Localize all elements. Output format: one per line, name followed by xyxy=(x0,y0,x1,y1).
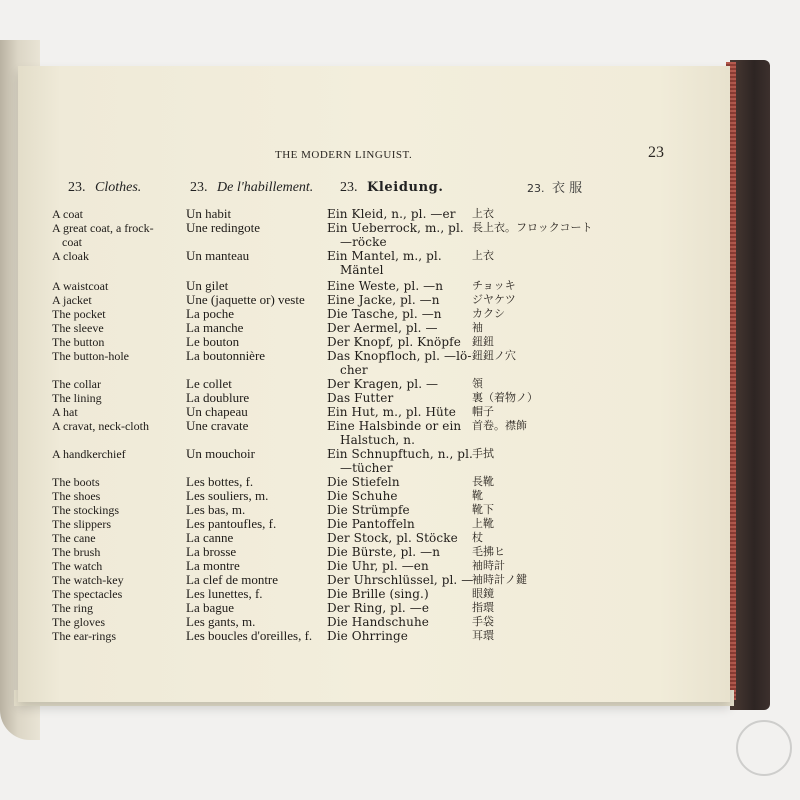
table-row xyxy=(0,221,700,235)
french-cell: La montre xyxy=(186,558,240,573)
german-cell: —tücher xyxy=(340,461,393,475)
english-cell: The shoes xyxy=(52,489,101,503)
table-row xyxy=(0,573,700,587)
french-cell: La poche xyxy=(186,306,235,321)
english-cell: The collar xyxy=(52,377,101,391)
french-cell: La doublure xyxy=(186,390,250,405)
table-row xyxy=(0,335,700,349)
french-cell: Un manteau xyxy=(186,248,250,263)
table-row xyxy=(0,349,700,363)
english-cell: A waistcoat xyxy=(52,279,109,293)
table-row xyxy=(0,307,700,321)
french-cell: Un gilet xyxy=(186,278,229,293)
table-row xyxy=(0,207,700,221)
seal-graphic xyxy=(734,708,794,788)
japanese-cell: 長靴 xyxy=(472,475,494,488)
french-cell: Une redingote xyxy=(186,220,261,235)
table-row xyxy=(0,321,700,335)
english-cell: A great coat, a frock- xyxy=(52,221,154,235)
table-row xyxy=(0,279,700,293)
german-cell: Die Bürste, pl. —n xyxy=(327,545,441,559)
french-cell: Les boucles d'oreilles, f. xyxy=(186,628,313,643)
english-cell: A hat xyxy=(52,405,78,419)
english-cell: A cravat, neck-cloth xyxy=(52,419,149,433)
table-row xyxy=(0,419,700,433)
page-number: 23 xyxy=(648,144,664,161)
table-row xyxy=(0,559,700,573)
japanese-cell: 鈕鈕 xyxy=(472,335,494,348)
japanese-cell: 上衣 xyxy=(472,249,494,262)
table-row xyxy=(0,263,700,277)
german-cell: Die Tasche, pl. —n xyxy=(327,307,442,321)
english-cell: The button xyxy=(52,335,105,349)
header-english xyxy=(68,180,141,196)
german-cell: Eine Jacke, pl. —n xyxy=(327,293,440,307)
table-row xyxy=(0,447,700,461)
table-row xyxy=(0,601,700,615)
german-cell: —röcke xyxy=(340,235,387,249)
japanese-cell: 耳環 xyxy=(472,629,494,642)
japanese-cell: 手拭 xyxy=(472,447,494,460)
header-french-label: De l'habillement. xyxy=(217,180,314,195)
french-cell: Les pantoufles, f. xyxy=(186,516,277,531)
table-row xyxy=(0,405,700,419)
english-cell: The ring xyxy=(52,601,93,615)
japanese-cell: 鈕鈕ノ穴 xyxy=(472,349,516,362)
table-row xyxy=(0,249,700,263)
german-cell: Die Handschuhe xyxy=(327,615,429,629)
english-cell: The lining xyxy=(52,391,102,405)
japanese-cell: 帽子 xyxy=(472,405,494,418)
table-row xyxy=(0,391,700,405)
german-cell: Das Futter xyxy=(327,391,394,405)
japanese-cell: 靴下 xyxy=(472,503,494,516)
japanese-cell: 裏（着物ノ） xyxy=(472,391,538,404)
german-cell: Ein Schnupftuch, n., pl. xyxy=(327,447,473,461)
table-row xyxy=(0,517,700,531)
english-cell: A cloak xyxy=(52,249,89,263)
german-cell: Der Stock, pl. Stöcke xyxy=(327,531,458,545)
english-cell: coat xyxy=(62,235,82,249)
header-japanese-num: 23. xyxy=(527,182,545,195)
japanese-cell: 長上衣。フロックコート xyxy=(472,221,593,234)
header-german-label: Kleidung. xyxy=(367,180,444,195)
japanese-cell: 上衣 xyxy=(472,207,494,220)
french-cell: Une (jaquette or) veste xyxy=(186,292,305,307)
french-cell: La manche xyxy=(186,320,244,335)
japanese-cell: 手袋 xyxy=(472,615,494,628)
german-cell: Die Strümpfe xyxy=(327,503,410,517)
german-cell: Ein Ueberrock, m., pl. xyxy=(327,221,464,235)
table-row xyxy=(0,629,700,643)
german-cell: Der Kragen, pl. — xyxy=(327,377,439,391)
french-cell: Un chapeau xyxy=(186,404,248,419)
japanese-cell: チョッキ xyxy=(472,279,516,292)
japanese-cell: カクシ xyxy=(472,307,505,320)
japanese-cell: 袖時計ノ鍵 xyxy=(472,573,527,586)
header-japanese xyxy=(527,177,582,196)
japanese-cell: 袖 xyxy=(472,321,483,334)
english-cell: The ear-rings xyxy=(52,629,117,643)
english-cell: The watch-key xyxy=(52,573,124,587)
german-cell: Halstuch, n. xyxy=(340,433,415,447)
french-cell: Une cravate xyxy=(186,418,249,433)
german-cell: Die Uhr, pl. —en xyxy=(327,559,429,573)
english-cell: The gloves xyxy=(52,615,105,629)
french-cell: La clef de montre xyxy=(186,572,279,587)
german-cell: Der Uhrschlüssel, pl. — xyxy=(327,573,474,587)
french-cell: Les bottes, f. xyxy=(186,474,254,489)
japanese-cell: 毛拂ヒ xyxy=(472,545,505,558)
table-row xyxy=(0,587,700,601)
table-row xyxy=(0,475,700,489)
watermark-seal xyxy=(734,708,794,788)
french-cell: Les souliers, m. xyxy=(186,488,269,503)
english-cell: The stockings xyxy=(52,503,119,517)
japanese-cell: 袖時計 xyxy=(472,559,505,572)
running-head: THE MODERN LINGUIST. xyxy=(275,149,413,161)
english-cell: The button-hole xyxy=(52,349,129,363)
table-row xyxy=(0,503,700,517)
german-cell: Das Knopfloch, pl. —lö- xyxy=(327,349,472,363)
french-cell: Les gants, m. xyxy=(186,614,256,629)
table-row xyxy=(0,293,700,307)
german-cell: Ein Mantel, m., pl. xyxy=(327,249,442,263)
german-cell: Eine Halsbinde or ein xyxy=(327,419,462,433)
header-english-label: Clothes. xyxy=(95,180,142,195)
french-cell: La brosse xyxy=(186,544,237,559)
german-cell: Der Aermel, pl. — xyxy=(327,321,438,335)
table-row xyxy=(0,545,700,559)
japanese-cell: 指環 xyxy=(472,601,494,614)
english-cell: The spectacles xyxy=(52,587,123,601)
table-row xyxy=(0,235,700,249)
japanese-cell: 上靴 xyxy=(472,517,494,530)
english-cell: The boots xyxy=(52,475,100,489)
german-cell: Die Ohrringe xyxy=(327,629,408,643)
english-cell: The brush xyxy=(52,545,101,559)
german-cell: Die Stiefeln xyxy=(327,475,400,489)
french-cell: Un habit xyxy=(186,206,232,221)
german-cell: Die Schuhe xyxy=(327,489,398,503)
german-cell: Der Ring, pl. —e xyxy=(327,601,430,615)
header-french-num: 23. xyxy=(190,180,208,195)
english-cell: A jacket xyxy=(52,293,92,307)
english-cell: A coat xyxy=(52,207,83,221)
table-row xyxy=(0,489,700,503)
table-row xyxy=(0,377,700,391)
english-cell: The watch xyxy=(52,559,103,573)
header-french xyxy=(190,180,313,196)
english-cell: The sleeve xyxy=(52,321,104,335)
french-cell: Les lunettes, f. xyxy=(186,586,263,601)
french-cell: La boutonnière xyxy=(186,348,266,363)
table-row xyxy=(0,615,700,629)
japanese-cell: 杖 xyxy=(472,531,483,544)
header-german-num: 23. xyxy=(340,180,358,195)
german-cell: Eine Weste, pl. —n xyxy=(327,279,444,293)
english-cell: The pocket xyxy=(52,307,106,321)
french-cell: Le bouton xyxy=(186,334,240,349)
german-cell: Die Brille (sing.) xyxy=(327,587,429,601)
french-cell: Le collet xyxy=(186,376,232,391)
german-cell: Mäntel xyxy=(340,263,384,277)
english-cell: The slippers xyxy=(52,517,111,531)
german-cell: Ein Hut, m., pl. Hüte xyxy=(327,405,456,419)
header-german xyxy=(340,180,443,196)
header-japanese-label: 衣 服 xyxy=(552,181,583,196)
table-row xyxy=(0,363,700,377)
header-english-num: 23. xyxy=(68,180,86,195)
table-row xyxy=(0,461,700,475)
english-cell: The cane xyxy=(52,531,96,545)
english-cell: A handkerchief xyxy=(52,447,126,461)
german-cell: cher xyxy=(340,363,368,377)
french-cell: Un mouchoir xyxy=(186,446,255,461)
japanese-cell: ジヤケツ xyxy=(472,293,516,306)
table-row xyxy=(0,433,700,447)
french-cell: La canne xyxy=(186,530,234,545)
german-cell: Die Pantoffeln xyxy=(327,517,415,531)
japanese-cell: 眼鏡 xyxy=(472,587,494,600)
japanese-cell: 領 xyxy=(472,377,483,390)
french-cell: Les bas, m. xyxy=(186,502,246,517)
japanese-cell: 首卷。襟飾 xyxy=(472,419,527,432)
french-cell: La bague xyxy=(186,600,235,615)
german-cell: Der Knopf, pl. Knöpfe xyxy=(327,335,461,349)
book-cover-edge xyxy=(730,60,770,710)
japanese-cell: 靴 xyxy=(472,489,483,502)
table-row xyxy=(0,531,700,545)
german-cell: Ein Kleid, n., pl. —er xyxy=(327,207,456,221)
